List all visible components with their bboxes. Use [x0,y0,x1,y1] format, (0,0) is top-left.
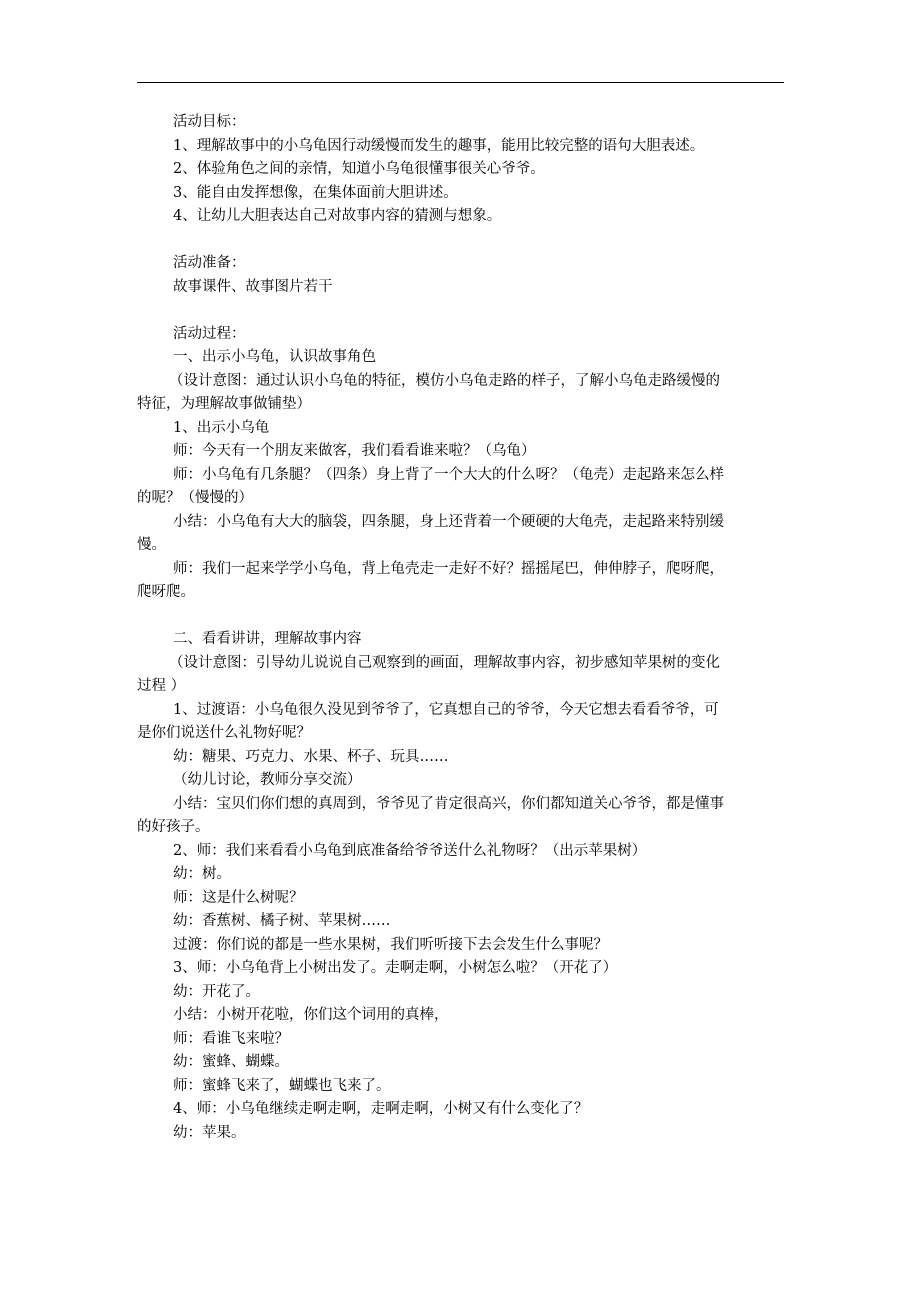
goals-heading: 活动目标： [173,114,246,130]
step-line: 3、师：小乌龟背上小树出发了。走啊走啊，小树怎么啦？（开花了） [173,960,618,976]
step-line: 1、过渡语：小乌龟很久没见到爷爷了，它真想自己的爷爷，今天它想去看看爷爷，可 [173,701,719,718]
part2-title: 二、看看讲讲，理解故事内容 [173,631,362,647]
spacer [137,229,787,253]
child-line: 幼：香蕉树、橘子树、苹果树…… [173,913,391,929]
goal-item: 1、理解故事中的小乌龟因行动缓慢而发生的趣事，能用比较完整的语句大胆表述。 [173,137,705,154]
summary-line: 小结：小乌龟有大大的脑袋，四条腿，身上还背着一个硬硬的大龟壳，走起路来特别缓 [173,513,724,530]
summary-line: 小结：宝贝们你们想的真周到，爷爷见了肯定很高兴，你们都知道关心爷爷，都是懂事 [173,795,724,812]
design-intent-cont: 过程 ） [137,678,186,694]
teacher-line-cont: 爬呀爬。 [137,584,195,600]
step-line: 1、出示小乌龟 [173,419,270,436]
document-body [137,111,787,1145]
teacher-line: 师：今天有一个朋友来做客，我们看看谁来啦？（乌龟） [173,443,536,459]
step-line: 2、师：我们来看看小乌龟到底准备给爷爷送什么礼物呀？（出示苹果树） [173,842,647,859]
summary-line: 小结：小树开花啦，你们这个词用的真棒， [173,1007,449,1023]
teacher-line-cont: 的呢？（慢慢的） [137,490,253,506]
transition-line: 过渡：你们说的都是一些水果树，我们听听接下去会发生什么事呢？ [173,936,608,953]
child-line: 幼：蜜蜂、蝴蝶。 [173,1054,289,1070]
goal-item: 2、体验角色之间的亲情，知道小乌龟很懂事很关心爷爷。 [173,161,545,177]
child-line: 幼：苹果。 [173,1124,246,1141]
teacher-line: 师：小乌龟有几条腿？（四条）身上背了一个大大的什么呀？（龟壳）走起路来怎么样 [173,466,724,483]
part1-title: 一、出示小乌龟，认识故事角色 [173,349,376,365]
step-line-cont: 是你们说送什么礼物好呢？ [137,725,311,741]
teacher-line: 师：我们一起来学学小乌龟，背上龟壳走一走好不好？摇摇尾巴，伸伸脖子，爬呀爬， [173,560,724,577]
summary-line-cont: 慢。 [137,537,166,553]
teacher-line: 师：蜜蜂飞来了，蝴蝶也飞来了。 [173,1077,391,1094]
design-intent: （设计意图：引导幼儿说说自己观察到的画面，理解故事内容，初步感知苹果树的变化 [169,654,720,671]
teacher-line: 师：这是什么树呢？ [173,889,304,906]
step-line: 4、师：小乌龟继续走啊走啊，走啊走啊，小树又有什么变化了？ [173,1101,589,1117]
process-heading: 活动过程： [173,325,246,342]
prep-heading: 活动准备： [173,255,246,271]
design-intent: （设计意图：通过认识小乌龟的特征，模仿小乌龟走路的样子，了解小乌龟走路缓慢的 [169,372,720,389]
goal-item: 3、能自由发挥想像，在集体面前大胆讲述。 [173,184,458,201]
discussion-note: （幼儿讨论，教师分享交流） [173,772,362,788]
teacher-line: 师：看谁飞来啦？ [173,1030,289,1047]
spacer [137,605,787,629]
spacer [137,299,787,323]
design-intent-cont: 特征，为理解故事做铺垫） [137,396,311,412]
child-line: 幼：树。 [173,866,231,882]
prep-body: 故事课件、故事图片若干 [173,278,333,295]
header-rule [137,82,784,83]
summary-line-cont: 的好孩子。 [137,819,210,835]
child-line: 幼：开花了。 [173,983,260,1000]
child-line: 幼：糖果、巧克力、水果、杯子、玩具…… [173,748,449,765]
goal-item: 4、让幼儿大胆表达自己对故事内容的猜测与想象。 [173,208,502,224]
